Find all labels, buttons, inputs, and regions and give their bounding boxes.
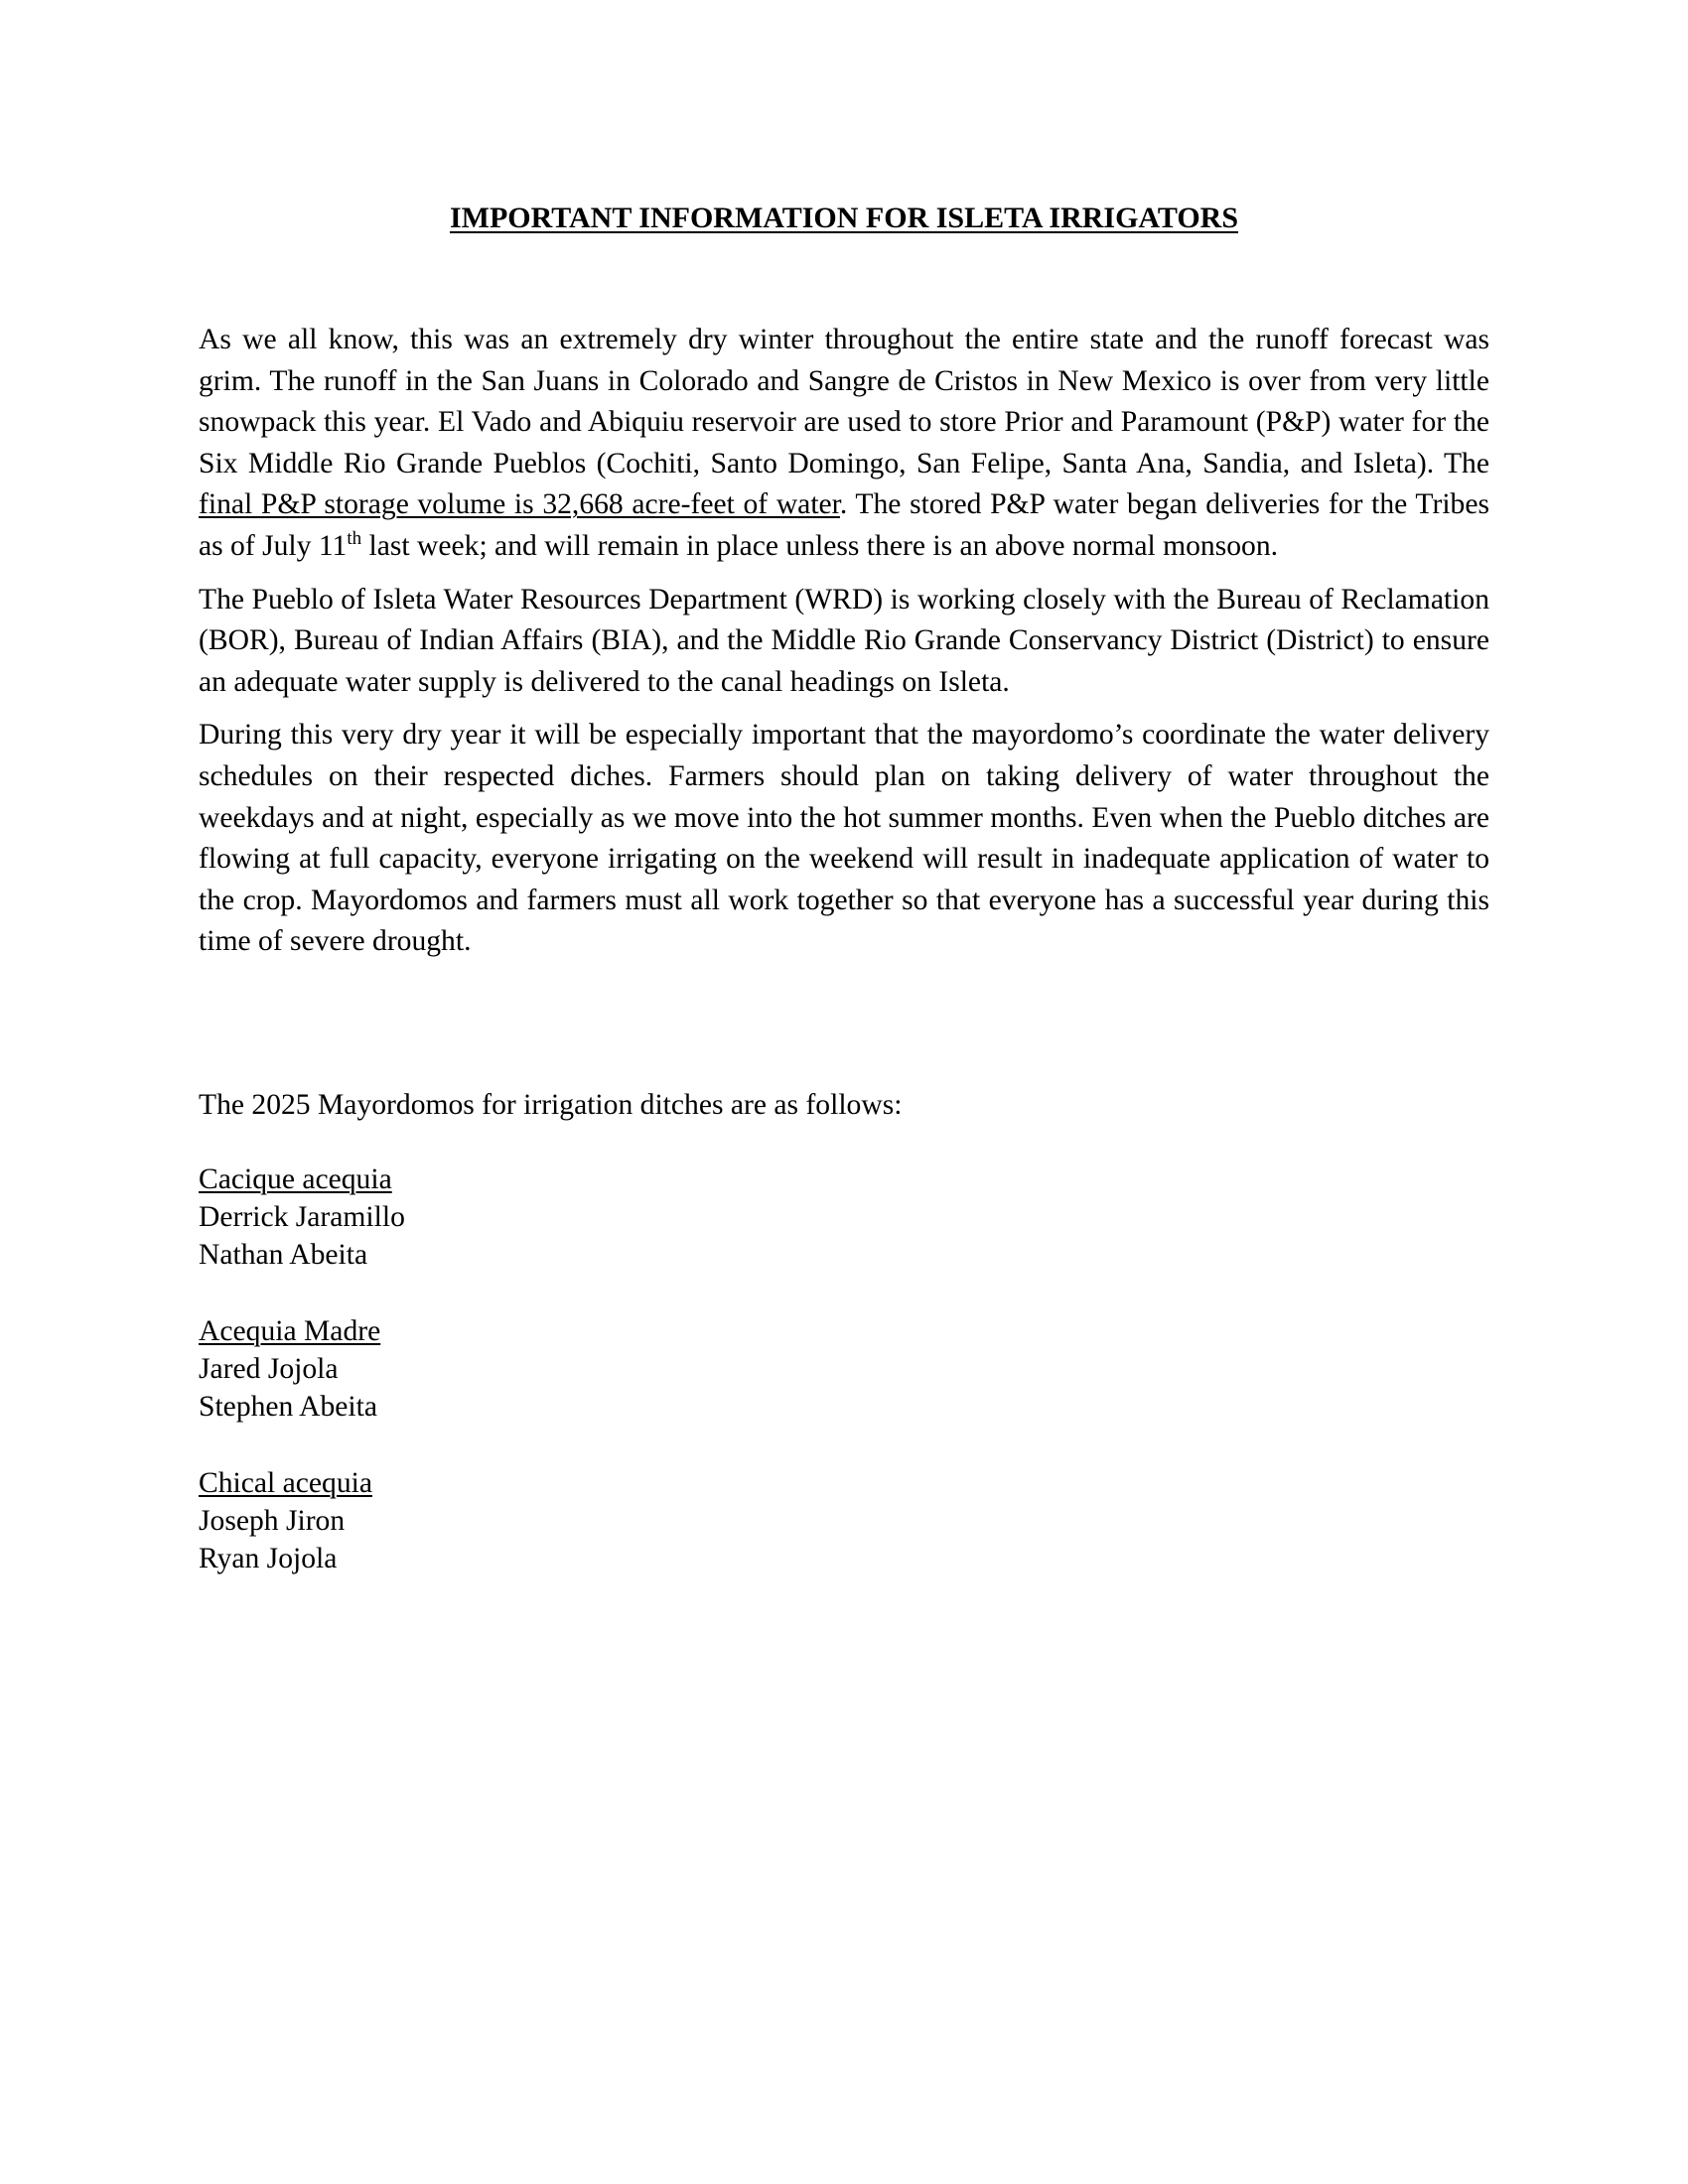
ditch-group-madre	[199, 1312, 380, 1426]
mayordomo-name: Stephen Abeita	[199, 1391, 377, 1423]
document-title-text: IMPORTANT INFORMATION FOR ISLETA IRRIGATORS	[449, 202, 1239, 234]
mayordomo-name: Joseph Jiron	[199, 1505, 346, 1537]
document-page	[199, 0, 1489, 2184]
ditch-name: Cacique acequia	[199, 1163, 392, 1195]
storage-volume-highlight: final P&P storage volume is 32,668 acre-feet of water	[199, 488, 840, 521]
document-body	[199, 320, 1489, 975]
mayordomo-name: Derrick Jaramillo	[199, 1201, 405, 1233]
ditch-name: Acequia Madre	[199, 1315, 381, 1347]
mayordomo-name: Ryan Jojola	[199, 1543, 338, 1574]
paragraph-1-text-a: As we all know, this was an extremely dry winter throughout the entire state and the runoff forecast was grim. The runoff in the San Juans in Colorado and Sangre de Cristos in New Mexico is over from very little snowpack this year. El Vado and Abiquiu reservoir are used to store Prior and Paramount (P&P) water for the Six Middle Rio Grande Pueblos (Cochiti, Santo Domingo, San Felipe, Santa Ana, Sandia, and Isleta). The	[199, 324, 1489, 479]
ditch-group-cacique	[199, 1160, 405, 1274]
paragraph-drought-overview	[199, 320, 1489, 568]
document-title	[199, 199, 1489, 238]
mayordomo-name: Jared Jojola	[199, 1353, 339, 1385]
mayordomo-name: Nathan Abeita	[199, 1239, 368, 1271]
mayordomos-intro: The 2025 Mayordomos for irrigation ditches are as follows:	[199, 1089, 903, 1121]
ditch-group-chical	[199, 1464, 372, 1577]
paragraph-1-text-c: last week; and will remain in place unless there is an above normal monsoon.	[361, 529, 1279, 562]
paragraph-agency-coordination: The Pueblo of Isleta Water Resources Department (WRD) is working closely with the Bureau of Reclamation (BOR), Bureau of Indian Affairs (BIA), and the Middle Rio Grande Conservancy District (District) to ensure an adequate water supply is delivered to the canal headings on Isleta.	[199, 583, 1489, 698]
ditch-name: Chical acequia	[199, 1467, 373, 1499]
paragraph-delivery-schedules: During this very dry year it will be especially important that the mayordomo’s coordinate the water delivery schedules on their respected diches. Farmers should plan on taking delivery of water throughout the weekdays and at night, especially as we move into the hot summer months. Even when the Pueblo ditches are flowing at full capacity, everyone irrigating on the weekend will result in inadequate application of water to the crop. Mayordomos and farmers must all work together so that everyone has a successful year during this time of severe drought.	[199, 719, 1489, 958]
date-ordinal-suffix: th	[347, 528, 362, 550]
paragraph-1-text-b: . The stored P&P water began deliveries for the Tribes as of July 11	[199, 488, 1489, 562]
